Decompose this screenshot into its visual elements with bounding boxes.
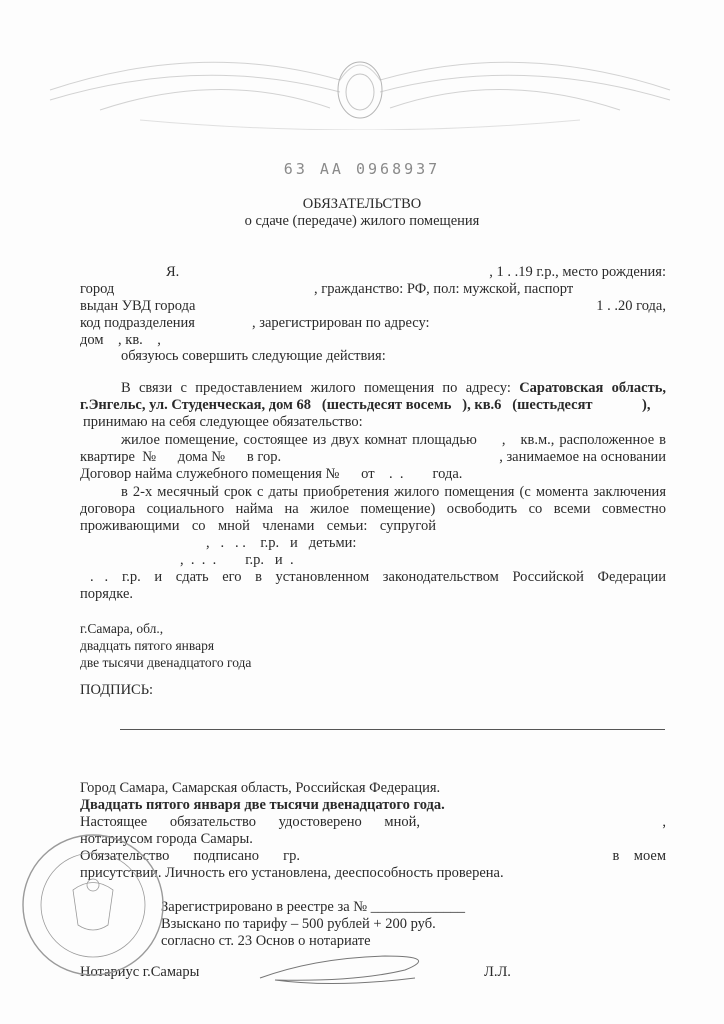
basis-line: согласно ст. 23 Основ о нотариате — [161, 933, 371, 949]
body-p3-line5: , . . . г.р. и . — [180, 552, 294, 568]
text: Обязательство подписано гр. — [80, 848, 300, 864]
text: . . — [90, 569, 109, 585]
text: В связи с предоставлением жилого помещения по адресу: — [121, 380, 511, 396]
notary-line-6: присутствии. Личность его установлена, дееспособность проверена. — [80, 865, 504, 881]
body-p3-line3: проживающими со мной членами семьи: супругой — [80, 518, 436, 534]
text: г.р. и сдать его в установленном законодательством Российской Федерации — [122, 569, 666, 585]
text: квартире № дома № в гор. — [80, 449, 282, 465]
text: , зарегистрирован по адресу: — [252, 315, 430, 331]
body-p2-line3: Договор найма служебного помещения № от . . года. — [80, 466, 463, 482]
text: , — [662, 814, 666, 830]
text: (шестьдесят — [512, 397, 593, 413]
fee-line: Взыскано по тарифу – 500 рублей + 200 руб. — [161, 916, 436, 932]
signature-label: ПОДПИСЬ: — [80, 682, 154, 698]
body-p1-line2 — [80, 397, 666, 414]
body-p3-line7: порядке. — [80, 586, 134, 602]
notary-line-3 — [80, 814, 666, 831]
place-line-3: две тысячи двенадцатого года — [80, 655, 252, 670]
text: Настоящее обязательство удостоверено мной, — [80, 814, 420, 830]
text: код подразделения — [80, 315, 195, 331]
body-p1-line1 — [121, 380, 666, 397]
notary-line-2: Двадцать пятого января две тысячи двенадцатого года. — [80, 797, 445, 813]
signature-line — [120, 729, 665, 730]
notary-signer: Нотариус г.Самары — [80, 964, 200, 980]
text: , занимаемое на основании — [499, 449, 666, 465]
ornament-header-emblem — [40, 20, 680, 130]
handwritten-signature — [255, 948, 445, 993]
registry-line: Зарегистрировано в реестре за № _____________ — [161, 899, 465, 915]
text: (шестьдесят восемь ), кв.6 — [321, 397, 502, 413]
intro-line-5: дом , кв. , — [80, 332, 161, 348]
document-subtitle: о сдаче (передаче) жилого помещения — [244, 213, 480, 229]
body-p2-line2 — [80, 449, 666, 466]
body-p3-line4: , . . . г.р. и детьми: — [206, 535, 357, 551]
body-p1-line3: принимаю на себя следующее обязательство: — [83, 414, 363, 430]
intro-line-6: обязуюсь совершить следующие действия: — [121, 348, 386, 364]
document-title: ОБЯЗАТЕЛЬСТВО — [302, 196, 422, 212]
body-p3-line2: договора социального найма на жилое помещение) освободить со всеми совместно — [80, 501, 666, 517]
text: Саратовская область, — [519, 380, 666, 396]
place-line-2: двадцать пятого января — [80, 638, 215, 653]
text: , гражданство: РФ, пол: мужской, паспорт — [314, 281, 574, 297]
text: в моем — [612, 848, 666, 864]
notary-seal-stamp — [18, 830, 168, 980]
text: ), — [642, 397, 651, 413]
place-line-1: г.Самара, обл., — [80, 621, 164, 636]
notary-line-4: нотариусом города Самары. — [80, 831, 253, 847]
serial-number: 63 АА 0968937 — [283, 160, 441, 178]
notary-initials: Л.Л. — [484, 964, 511, 980]
body-p3-line1: в 2-х месячный срок с даты приобретения жилого помещения (с момента заключения — [121, 484, 666, 500]
text: г.Энгельс, ул. Студенческая, дом 68 — [80, 397, 312, 413]
intro-line-3 — [80, 298, 666, 315]
body-p2-line1: жилое помещение, состоящее из двух комнат площадью , кв.м., расположенное в — [121, 432, 666, 448]
intro-line-4 — [80, 315, 666, 332]
text: город — [80, 281, 115, 297]
text: 1 . .20 года, — [596, 298, 666, 314]
text: Я. — [166, 264, 180, 280]
text: , 1 . .19 г.р., место рождения: — [489, 264, 666, 280]
notary-line-1: Город Самара, Самарская область, Российская Федерация. — [80, 780, 441, 796]
text: выдан УВД города — [80, 298, 196, 314]
intro-line-2 — [80, 281, 666, 298]
